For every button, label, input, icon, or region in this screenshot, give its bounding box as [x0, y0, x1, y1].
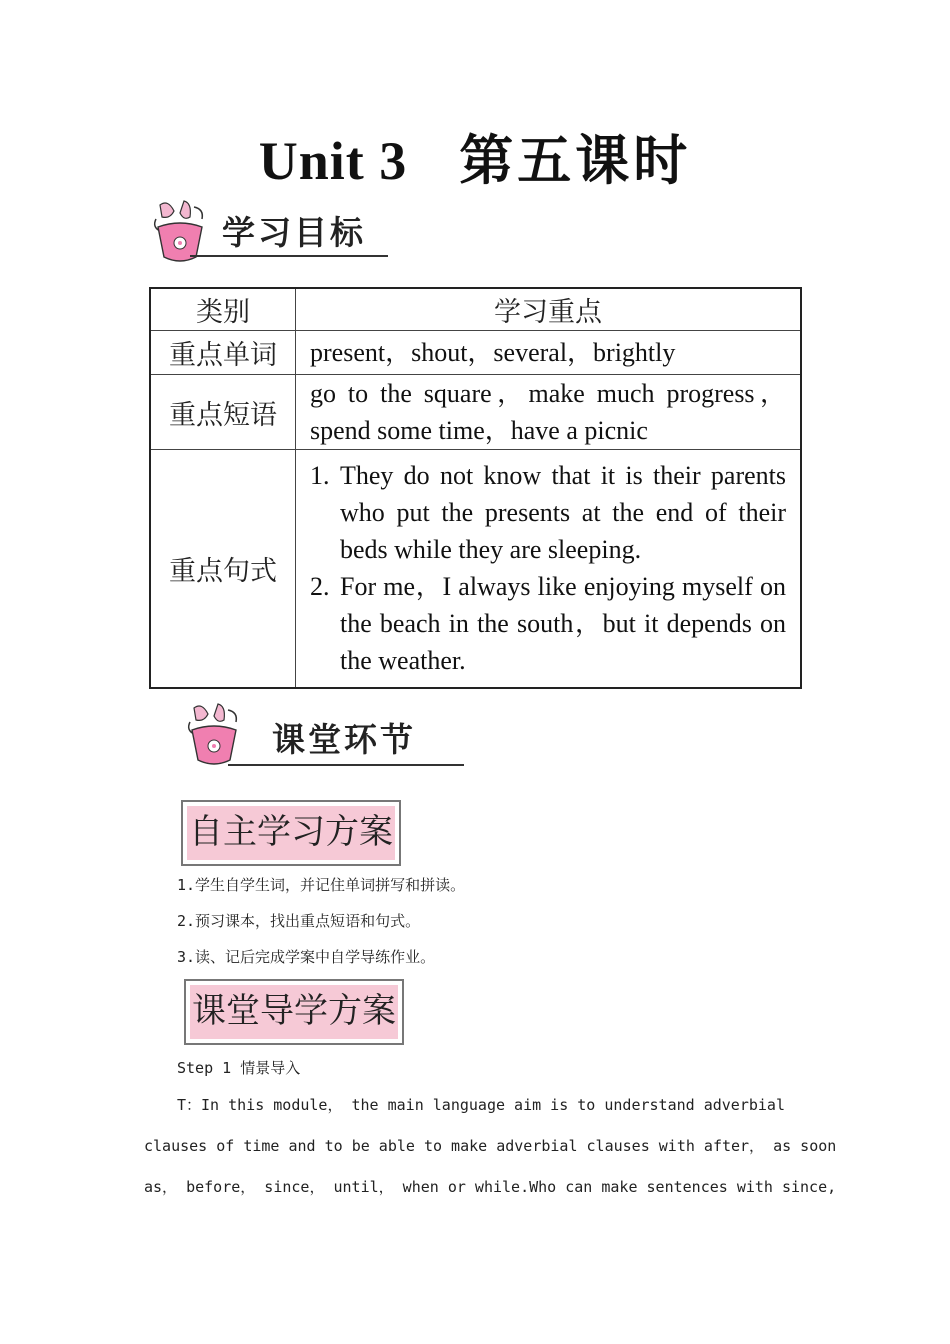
row-category: 重点句式	[150, 450, 296, 688]
section-banner-class	[184, 700, 466, 770]
row-category: 重点单词	[150, 331, 296, 375]
section-banner-label: 课堂环节	[272, 720, 416, 759]
sentence-item	[310, 457, 786, 568]
title-lesson: 第五课时	[459, 129, 692, 192]
self-study-label: 自主学习方案	[181, 800, 401, 866]
sentence-number: 1.	[310, 461, 330, 491]
table-row	[150, 450, 801, 688]
paragraph-line: T：In this module， the main language aim is to understand adverbial	[177, 1096, 785, 1114]
sentence-text: They do not know that it is their parents who put the presents at the end of their beds while they are sleeping.	[340, 461, 786, 565]
sentence-item	[310, 568, 786, 679]
flower-basket-icon	[184, 700, 252, 770]
paragraph-line: clauses of time and to be able to make adverbial clauses with after， as soon	[144, 1137, 837, 1155]
sentence-text: For me，I always like enjoying myself on the beach in the south，but it depends on the weather.	[340, 572, 786, 676]
banner-underline	[228, 764, 464, 766]
row-content: present，shout，several，brightly	[296, 331, 802, 375]
page-title	[0, 118, 950, 195]
header-category: 类别	[150, 288, 296, 331]
header-focus: 学习重点	[296, 288, 802, 331]
self-study-item: 2.预习课本，找出重点短语和句式。	[177, 912, 421, 930]
paragraph-line: as， before， since， until， when or while.Who can make sentences with since,	[144, 1178, 837, 1196]
self-study-item: 3.读、记后完成学案中自学导练作业。	[177, 948, 436, 966]
table-row	[150, 331, 801, 375]
sentence-number: 2.	[310, 572, 330, 602]
row-category: 重点短语	[150, 375, 296, 450]
table-row	[150, 375, 801, 450]
section-banner-goals	[150, 197, 390, 267]
row-content: go to the square，make much progress，spend some time，have a picnic	[296, 375, 802, 450]
banner-underline	[190, 255, 388, 257]
step-heading: Step 1 情景导入	[177, 1059, 301, 1077]
table-header-row	[150, 288, 801, 331]
section-banner-label: 学习目标	[222, 213, 366, 252]
goals-table	[149, 287, 802, 689]
class-guide-label: 课堂导学方案	[184, 979, 404, 1045]
title-unit: Unit 3	[258, 131, 408, 191]
self-study-item: 1.学生自学生词，并记住单词拼写和拼读。	[177, 876, 466, 894]
row-content	[296, 450, 802, 688]
